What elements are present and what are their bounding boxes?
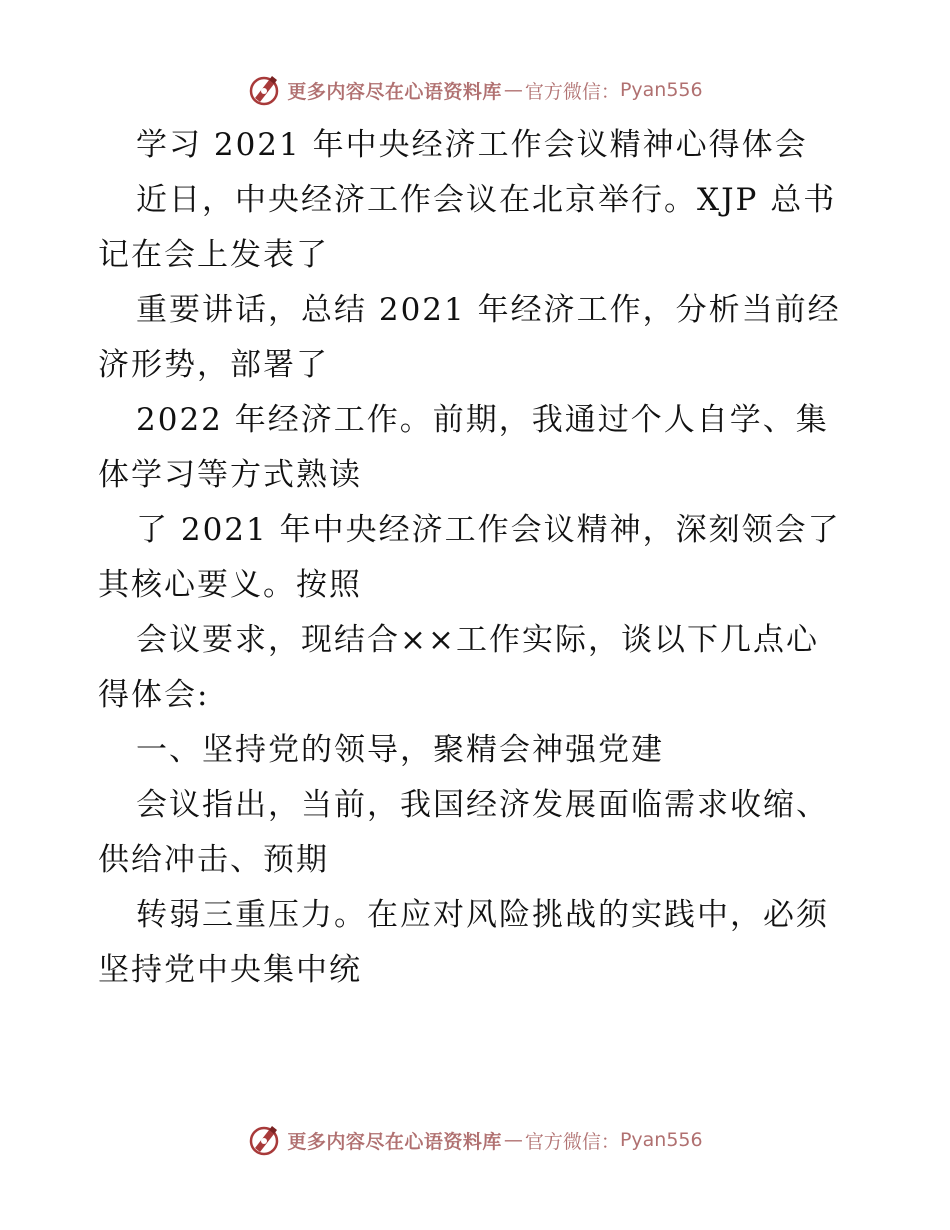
- paragraph-line: 重要讲话，总结 2021 年经济工作，分析当前经: [136, 292, 841, 328]
- section-heading: 一、坚持党的领导，聚精会神强党建: [136, 732, 664, 768]
- paragraph-line: 得体会:: [98, 677, 210, 713]
- footer-watermark-banner: [0, 1120, 950, 1160]
- paragraph-line: 2022 年经济工作。前期，我通过个人自学、集: [136, 402, 829, 438]
- pen-circle-icon: [247, 72, 283, 108]
- banner-wechat-label: 官方微信：: [524, 80, 620, 103]
- paragraph-line: 近日，中央经济工作会议在北京举行。XJP 总书: [136, 182, 837, 218]
- paragraph-line: 记在会上发表了: [98, 237, 329, 273]
- banner-site-name: 更多内容尽在心语资料库: [287, 80, 502, 103]
- paragraph-line: 其核心要义。按照: [98, 567, 362, 603]
- paragraph-line: 会议要求，现结合××工作实际，谈以下几点心: [136, 622, 819, 658]
- banner-wechat-id: Pyan556: [619, 1129, 703, 1151]
- banner-separator: —: [503, 79, 523, 101]
- banner-wechat-label: 官方微信：: [524, 1130, 620, 1153]
- paragraph-line: 转弱三重压力。在应对风险挑战的实践中，必须: [136, 897, 829, 933]
- paragraph-line: 供给冲击、预期: [98, 842, 329, 878]
- header-watermark-banner: [0, 70, 950, 110]
- paragraph-line: 体学习等方式熟读: [98, 457, 362, 493]
- paragraph-line: 了 2021 年中央经济工作会议精神，深刻领会了: [136, 512, 841, 548]
- banner-separator: —: [503, 1129, 523, 1151]
- document-body: [98, 118, 858, 998]
- document-title: 学习 2021 年中央经济工作会议精神心得体会: [136, 127, 808, 163]
- pen-circle-icon: [247, 1122, 283, 1158]
- paragraph-line: 济形势，部署了: [98, 347, 329, 383]
- banner-site-name: 更多内容尽在心语资料库: [287, 1130, 502, 1153]
- paragraph-line: 坚持党中央集中统: [98, 952, 362, 988]
- paragraph-line: 会议指出，当前，我国经济发展面临需求收缩、: [136, 787, 829, 823]
- banner-wechat-id: Pyan556: [619, 79, 703, 101]
